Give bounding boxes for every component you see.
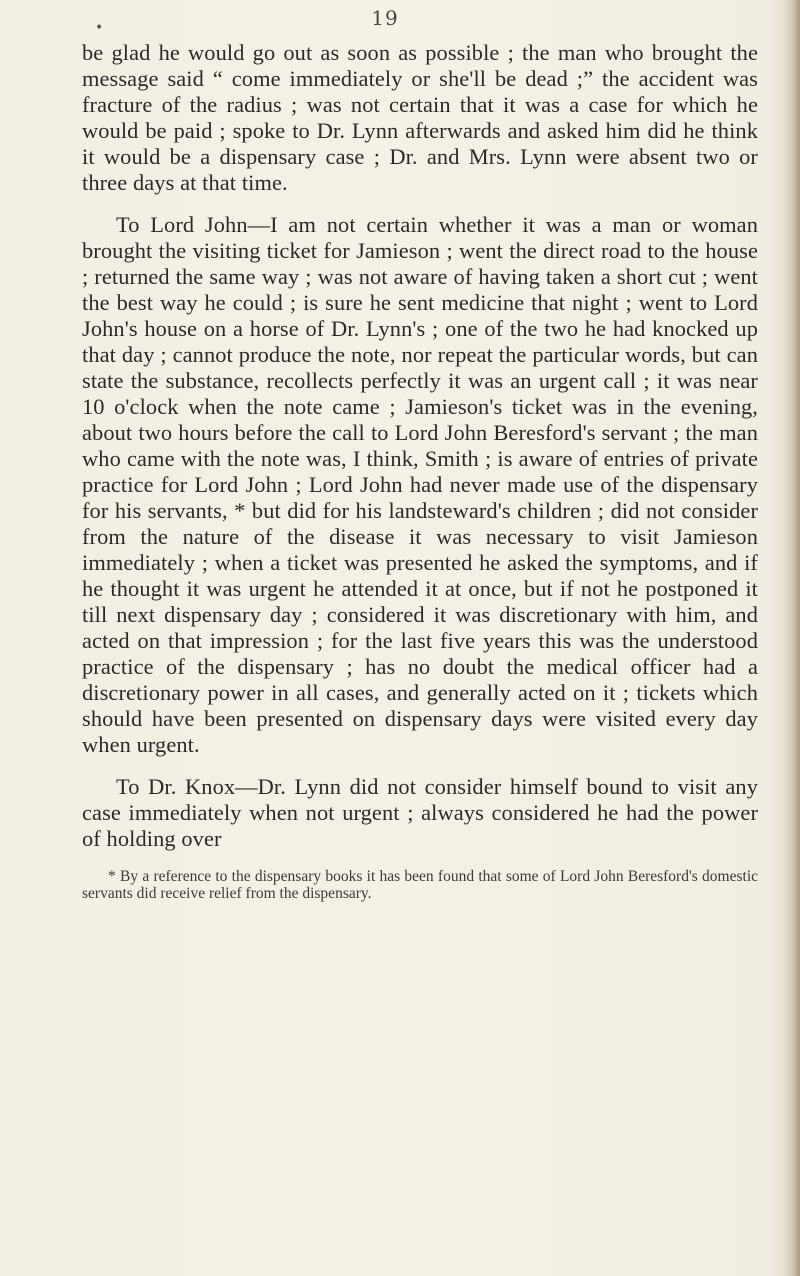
- paragraph-lord-john: To Lord John—I am not certain whether it was a man or woman brought the visiting ticket for Jamieson ; went the direct road to the house ; returned the same way ; was not aware of having taken a short cut ; went the best way he could ; is sure he sent medicine that night ; went to Lord John's house on a horse of Dr. Lynn's ; one of the two he had knocked up that day ; cannot produce the note, nor repeat the particular words, but can state the substance, recollects perfectly it was an urgent call ; it was near 10 o'clock when the note came ; Jamieson's ticket was in the evening, about two hours before the call to Lord John Beresford's servant ; the man who came with the note was, I think, Smith ; is aware of entries of private practice for Lord John ; Lord John had never made use of the dispensary for his servants, * but did for his landsteward's children ; did not consider from the nature of the disease it was necessary to visit Jamieson immediately ; when a ticket was presented he asked the symptoms, and if he thought it was urgent he attended it at once, but if not he postponed it till next dispensary day ; considered it was discretionary with him, and acted on that impression ; for the last five years this was the understood practice of the dispensary ; has no doubt the medical officer had a discretionary power in all cases, and generally acted on it ; tickets which should have been presented on dispensary days were visited every day when urgent.: [82, 212, 758, 757]
- page-edge-shadow: [782, 0, 800, 1276]
- paragraph-continuation: be glad he would go out as soon as possible ; the man who brought the message said “ come immediately or she'll be dead ;” the accident was fracture of the radius ; was not certain that it was a case for which he would be paid ; spoke to Dr. Lynn afterwards and asked him did he think it would be a dispensary case ; Dr. and Mrs. Lynn were absent two or three days at that time.: [82, 40, 758, 195]
- main-text: [82, 40, 758, 902]
- paragraph-dr-knox: To Dr. Knox—Dr. Lynn did not consider himself bound to visit any case immediately when not urgent ; always considered he had the power of holding over: [82, 774, 758, 851]
- page-bullet-mark: •: [95, 20, 104, 36]
- page-number: 19: [371, 6, 399, 30]
- footnote: * By a reference to the dispensary books it has been found that some of Lord John Beresford's domestic servants did receive relief from the dispensary.: [82, 868, 758, 902]
